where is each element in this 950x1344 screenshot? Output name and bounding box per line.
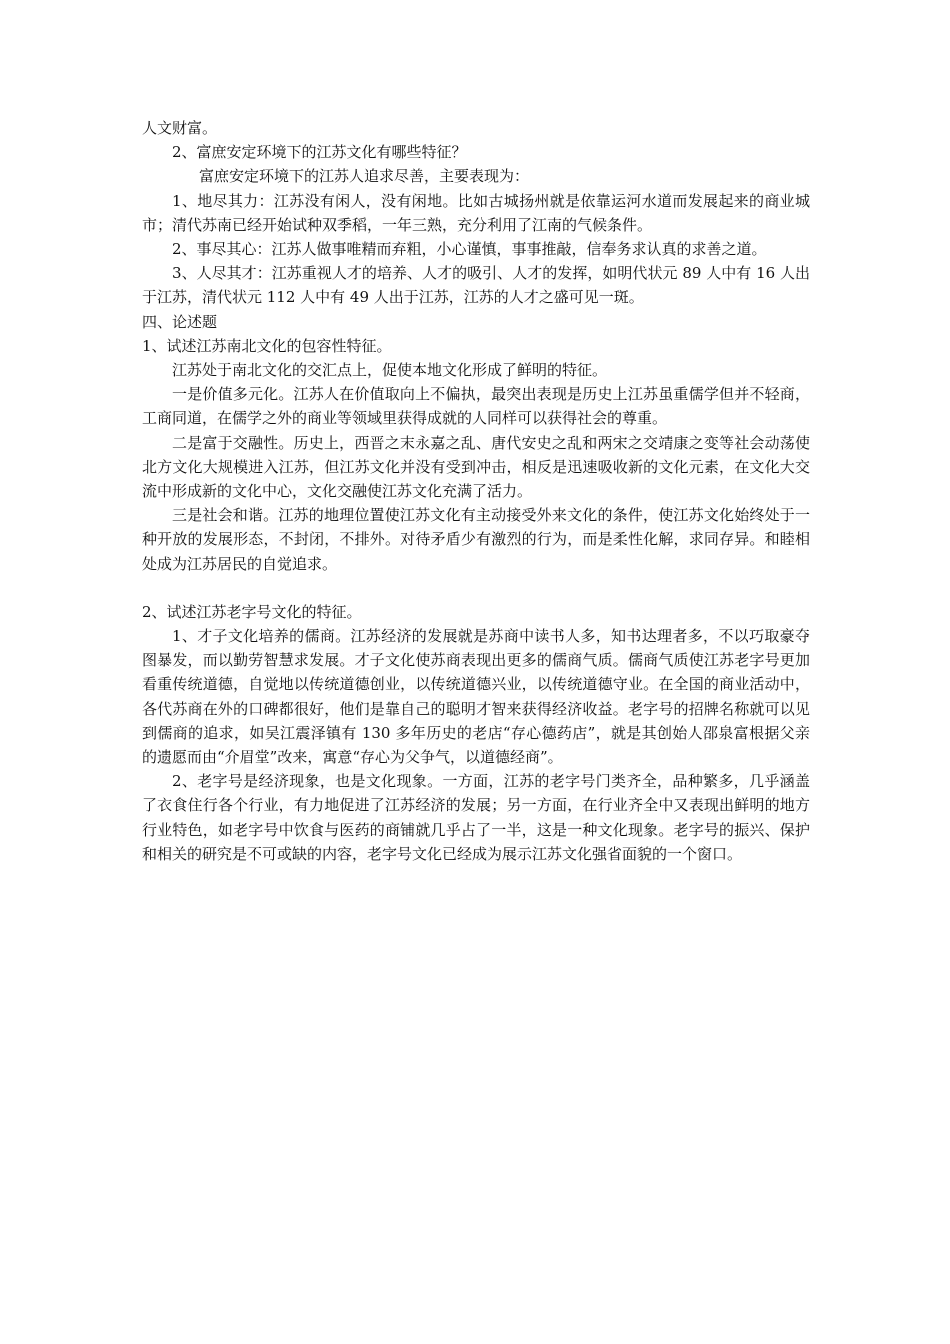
question-2-title: 2、富庶安定环境下的江苏文化有哪些特征？: [172, 143, 467, 162]
question-2-point-2: 2、事尽其心：江苏人做事唯精而弃粗，小心谨慎，事事推敲，信奉务求认真的求善之道。: [172, 240, 767, 259]
blank-line: [142, 576, 810, 600]
essay-1-point-2: 二是富于交融性。历史上，西晋之末永嘉之乱、唐代安史之乱和两宋之交靖康之变等社会动荡使北方文化大规模进入江苏，但江苏文化并没有受到冲击，相反是迅速吸收新的文化元素，在文化大交流中形成新的文化中心，文化交融使江苏文化充满了活力。: [142, 433, 810, 501]
question-2-point-1: 1、地尽其力：江苏没有闲人，没有闲地。比如古城扬州就是依靠运河水道而发展起来的商业城市；清代苏南已经开始试种双季稻，一年三熟，充分利用了江南的气候条件。: [142, 191, 810, 234]
essay-1-point-1: 一是价值多元化。江苏人在价值取向上不偏执，最突出表现是历史上江苏虽重儒学但并不轻商，工商同道，在儒学之外的商业等领域里获得成就的人同样可以获得社会的尊重。: [142, 385, 810, 428]
essay-1-title: 1、试述江苏南北文化的包容性特征。: [142, 336, 392, 355]
essay-1-lead: 江苏处于南北文化的交汇点上，促使本地文化形成了鲜明的特征。: [172, 361, 608, 380]
essay-2-title: 2、试述江苏老字号文化的特征。: [142, 602, 362, 621]
intro-tail-text: 人文财富。: [142, 119, 218, 137]
document-body: [142, 116, 810, 866]
section-4-heading: 四、论述题: [142, 312, 218, 331]
question-2-lead: 富庶安定环境下的江苏人追求尽善，主要表现为：: [199, 167, 530, 186]
essay-2-point-2: 2、老字号是经济现象，也是文化现象。一方面，江苏的老字号门类齐全，品种繁多，几乎涵盖了衣食住行各个行业，有力地促进了江苏经济的发展；另一方面，在行业齐全中又表现出鲜明的地方行业特色，如老字号中饮食与医药的商铺就几乎占了一半，这是一种文化现象。老字号的振兴、保护和相关的研究是不可或缺的内容，老字号文化已经成为展示江苏文化强省面貌的一个窗口。: [142, 772, 810, 863]
essay-1-point-3: 三是社会和谐。江苏的地理位置使江苏文化有主动接受外来文化的条件，使江苏文化始终处于一种开放的发展形态，不封闭，不排外。对待矛盾少有激烈的行为，而是柔性化解，求同存异。和睦相处成为江苏居民的自觉追求。: [142, 506, 810, 573]
essay-2-point-1: 1、才子文化培养的儒商。江苏经济的发展就是苏商中读书人多，知书达理者多，不以巧取豪夺图暴发，而以勤劳智慧求发展。才子文化使苏商表现出更多的儒商气质。儒商气质使江苏老字号更加看重传统道德，自觉地以传统道德创业，以传统道德兴业，以传统道德守业。在全国的商业活动中，各代苏商在外的口碑都很好，他们是靠自己的聪明才智来获得经济收益。老字号的招牌名称就可以见到儒商的追求，如吴江震泽镇有 130 多年历史的老店“存心德药店”，就是其创始人邵泉富根据父亲的遗愿而由“介眉堂”改来，寓意“存心为父争气，以道德经商”。: [142, 627, 810, 767]
question-2-point-3: 3、人尽其才：江苏重视人才的培养、人才的吸引、人才的发挥，如明代状元 89 人中有 16 人出于江苏，清代状元 112 人中有 49 人出于江苏，江苏的人才之盛可见一斑。: [142, 264, 810, 307]
